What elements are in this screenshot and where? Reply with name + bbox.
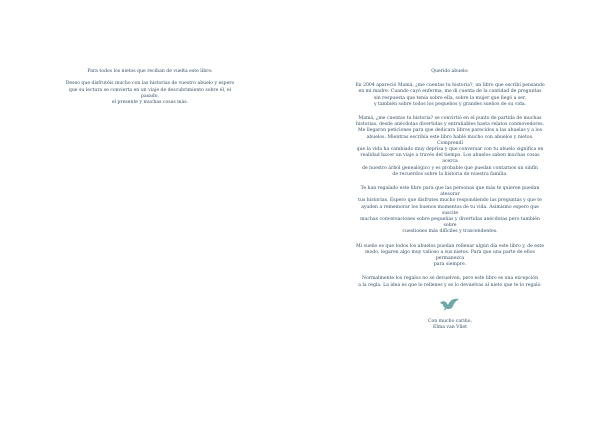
letter-line: cuestiones más difíciles y trascendentes. — [402, 229, 498, 235]
letter-line: En 2004 apareció Mamá, ¿me cuentas tu historia?, un libro que escribí pensando — [355, 83, 545, 89]
closing-line: Con mucho cariño, — [428, 318, 472, 324]
letter-line: en mi madre. Cuando cayó enferma, me di cuenta de la cantidad de preguntas — [358, 89, 542, 95]
letter-paragraph-3 — [354, 186, 546, 236]
letter-line: Mi sueño es que todos los abuelos puedan rellenar algún día este libro y, de este — [356, 243, 544, 249]
wish-line: Deseo que disfrutéis mucho con las historias de vuestro abuelo y espero — [65, 81, 235, 87]
letter-block — [354, 69, 546, 331]
letter-paragraph-5 — [354, 276, 546, 288]
letter-line: sin respuesta que tenía sobre ella, sobre la mujer que llegó a ser, — [373, 95, 527, 101]
wish-line: el presente y muchas cosas más. — [111, 100, 189, 105]
letter-line: y también sobre todos los pequeños y grandes sueños de su vida. — [373, 101, 527, 107]
letter-signoff — [354, 319, 546, 331]
letter-line: de recuerdos sobre la historia de nuestra familia. — [392, 171, 508, 177]
right-page — [300, 0, 600, 423]
dedication-block — [60, 69, 240, 106]
letter-line: abuelos. Mientras escribía este libro hablé mucho con abuelos y nietos. Comprendí — [366, 134, 534, 146]
letter-line: muchas conversaciones sobre pequeñas y divertidas anécdotas pero también sobre — [360, 217, 540, 229]
bird-icon — [354, 297, 546, 313]
letter-line: que la vida ha cambiado muy deprisa y que conversar con tu abuelo significa en — [356, 147, 544, 153]
wish-line: que su lectura se convierta en un viaje de descubrimiento sobre él, el pasado, — [68, 87, 232, 99]
letter-line: Normalmente los regalos no se devuelven, pero este libro es una excepción — [361, 276, 539, 282]
dedication-line: Para todos los nietos que reciban de vuelta este libro: — [87, 69, 213, 74]
letter-line: historias, desde anécdotas divertidas y entrañables hasta relatos conmovedores. — [355, 122, 545, 128]
letter-line: Me llegaron peticiones para que dedicara libros parecidos a las abuelas y a los — [357, 128, 543, 134]
letter-line: a la regla. La idea es que lo rellenes y se lo devuelvas al nieto que te lo regaló. — [358, 282, 542, 288]
letter-line: Te han regalado este libro para que las personas que más te quieren puedan atesorar — [360, 186, 540, 198]
letter-line: de nuestro árbol genealógico y es probable que puedan contarnos un sinfín — [362, 165, 538, 171]
letter-line: modo, legaren algo muy valioso a sus nietos. Para que una parte de ellos permanezca — [365, 249, 535, 262]
letter-paragraph-4 — [354, 244, 546, 269]
letter-line: para siempre. — [433, 262, 467, 268]
letter-paragraph-2 — [354, 116, 546, 178]
bird-icon-graphic — [439, 298, 461, 312]
letter-line: Mamá, ¿me cuentas tu historia? se convirtió en el punto de partida de muchas — [358, 116, 542, 122]
letter-paragraph-1 — [354, 83, 546, 108]
signature-name: Elma van Vliet — [433, 325, 467, 331]
letter-greeting: Querido abuelo: — [431, 69, 469, 74]
letter-line: realidad hacer un viaje a través del tiempo. Los abuelos saben muchas cosas acerca — [360, 153, 540, 165]
letter-line: ayuden a rememorar los buenos momentos de tu vida. Asimismo espero que suscite — [361, 204, 539, 216]
letter-line: tus historias. Espero que disfrutes mucho respondiendo las preguntas y que te — [358, 198, 542, 204]
wish-text — [60, 81, 240, 106]
